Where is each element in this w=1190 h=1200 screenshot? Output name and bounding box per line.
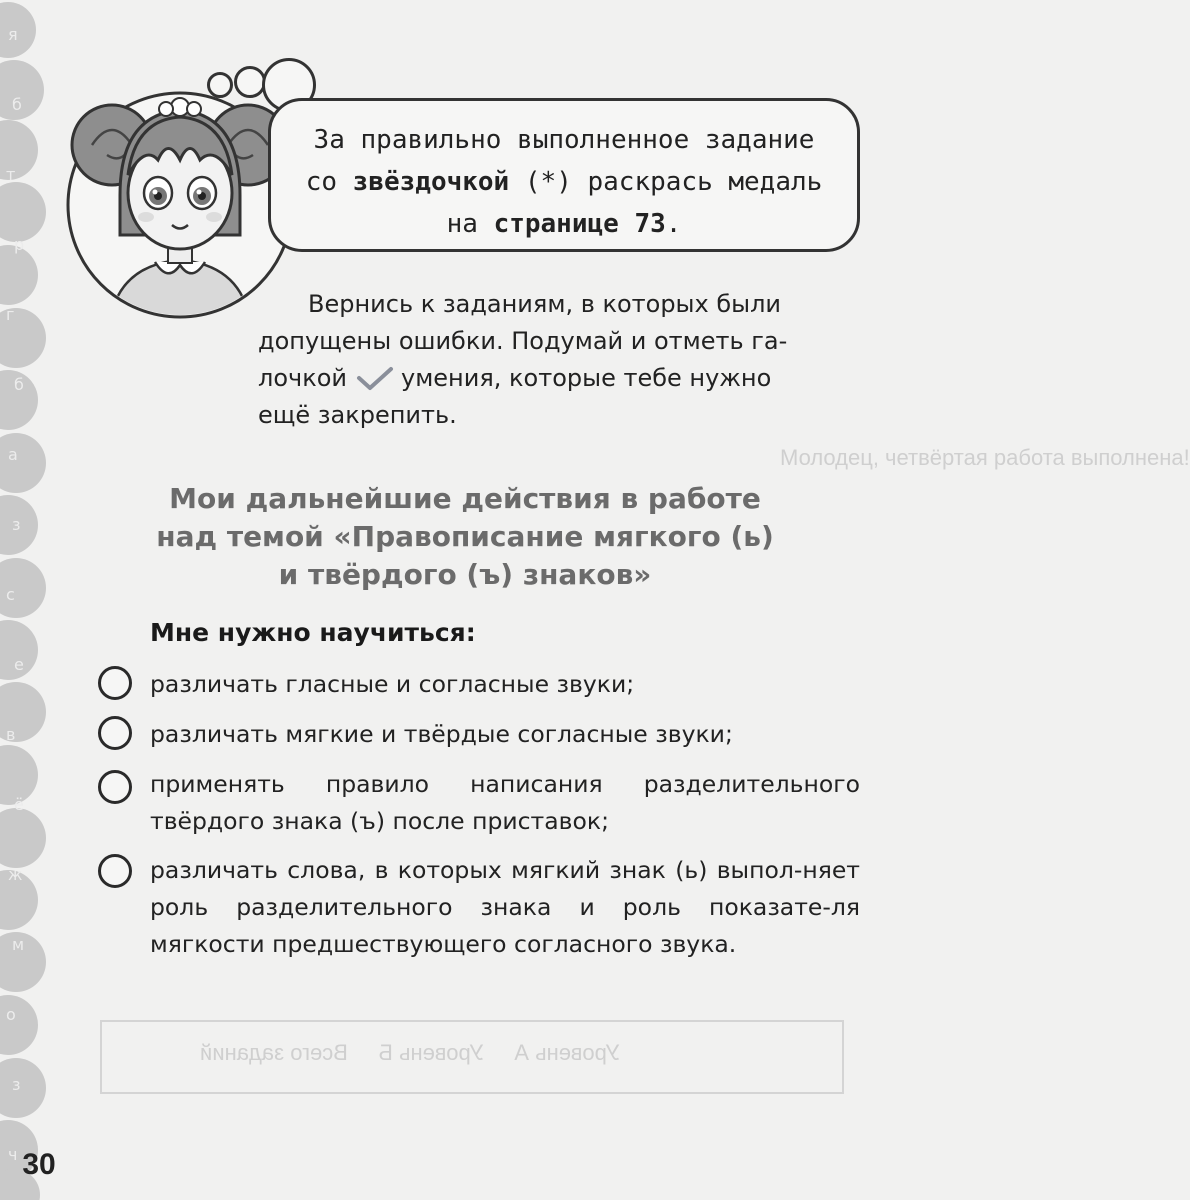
bubble-line-2: [271, 161, 857, 203]
list-title: Мне нужно научиться:: [150, 618, 476, 647]
star-symbol: *: [540, 167, 557, 197]
bubble-text-fragment: ) раскрась медаль: [556, 167, 823, 197]
svg-text:е: е: [14, 655, 24, 674]
checkbox-circle[interactable]: [98, 666, 132, 700]
bubble-text-fragment: на: [446, 209, 494, 239]
instruction-paragraph: [258, 286, 860, 434]
bubble-text-fragment: .: [665, 209, 682, 239]
speech-bubble: [268, 98, 860, 252]
section-heading: [130, 480, 800, 594]
bubble-bold-fragment: странице 73: [493, 209, 666, 239]
bubble-line-1: За правильно выполненное задание: [313, 125, 815, 155]
bleed-through-text: Молодец, четвёртая работа выполнена!: [780, 445, 1190, 470]
svg-text:т: т: [6, 165, 16, 184]
skill-item: [98, 852, 860, 963]
instruction-text-fragment: лочкой: [258, 364, 347, 392]
svg-text:с: с: [6, 585, 15, 604]
svg-text:р: р: [14, 235, 25, 254]
page-number: 30: [22, 1148, 56, 1181]
heading-line-1: Мои дальнейшие действия в работе: [169, 482, 761, 515]
heading-line-3: и твёрдого (ъ) знаков»: [278, 558, 652, 591]
instruction-line-1: Вернись к заданиям, в которых были: [308, 290, 782, 318]
svg-text:б: б: [12, 95, 22, 114]
svg-text:з: з: [12, 515, 21, 534]
instruction-line-2: допущены ошибки. Подумай и отметь га-: [258, 327, 788, 355]
svg-text:ч: ч: [8, 1145, 18, 1164]
bleed-through-box: [100, 1020, 844, 1094]
speech-bubble-text: [271, 119, 857, 245]
checkbox-circle[interactable]: [98, 770, 132, 804]
bubble-text-fragment: со: [305, 167, 353, 197]
skill-item-text: различать гласные и согласные звуки;: [150, 670, 635, 698]
instruction-text-fragment: умения, которые тебе нужно: [400, 364, 772, 392]
svg-text:м: м: [12, 935, 25, 954]
skill-item: [98, 766, 860, 840]
skill-item: [98, 716, 860, 753]
skill-item-text: применять правило написания разделительного твёрдого знака (ъ) после приставок;: [150, 770, 860, 835]
svg-text:в: в: [6, 725, 16, 744]
svg-text:ё: ё: [14, 795, 24, 814]
instruction-line-4: ещё закрепить.: [258, 401, 457, 429]
svg-text:ж: ж: [8, 865, 23, 884]
svg-text:г: г: [6, 305, 15, 324]
skill-item-text: различать мягкие и твёрдые согласные звуки;: [150, 720, 733, 748]
svg-text:з: з: [12, 1075, 21, 1094]
checkbox-circle[interactable]: [98, 716, 132, 750]
svg-text:я: я: [8, 25, 18, 44]
skill-item: [98, 666, 860, 703]
instruction-line-3: [258, 360, 860, 397]
bubble-line-3: [271, 203, 857, 245]
thought-bubble-dot: [207, 72, 233, 98]
svg-text:б: б: [14, 375, 24, 394]
heading-line-2: над темой «Правописание мягкого (ь): [156, 520, 774, 553]
bleed-through-text: Уровень А Уровень Б Всего заданий: [200, 1040, 620, 1065]
checkmark-icon: [353, 366, 395, 392]
checkbox-circle[interactable]: [98, 854, 132, 888]
bubble-text-fragment: (: [509, 167, 541, 197]
skill-item-text: различать слова, в которых мягкий знак (ь) выпол-няет роль разделительного знака и роль показате-ля мягкости предшествующего согласного звука.: [150, 856, 860, 958]
bubble-bold-fragment: звёздочкой: [352, 167, 510, 197]
svg-text:а: а: [8, 445, 18, 464]
svg-text:о: о: [6, 1005, 16, 1024]
left-bubble-border: [0, 0, 50, 1200]
